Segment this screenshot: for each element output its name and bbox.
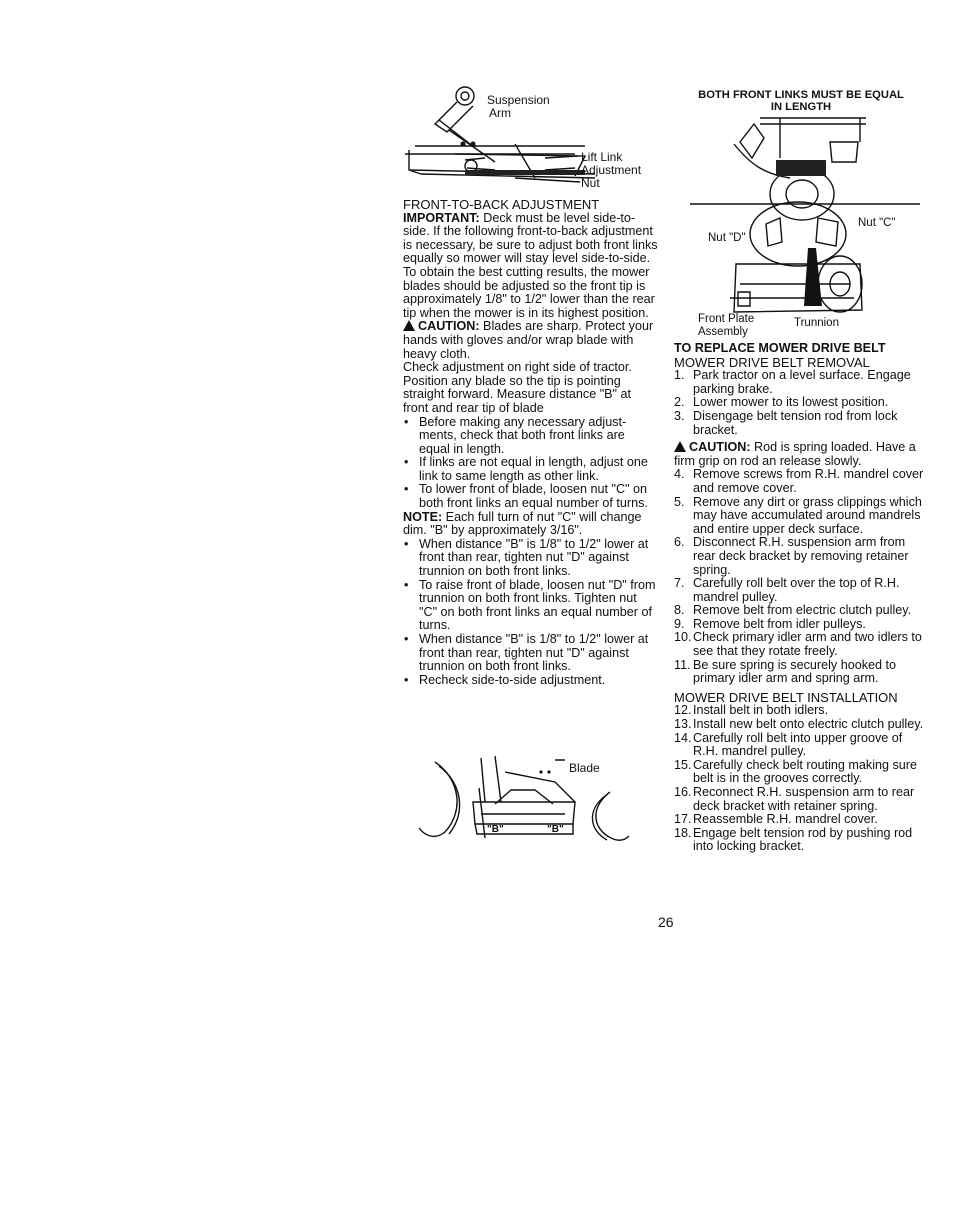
suspension-arm-figure — [395, 84, 660, 196]
left-column — [403, 198, 658, 687]
lift-link-label: Lift Link Adjustment Nut — [581, 150, 642, 190]
list-item: • When distance "B" is 1/8" to 1/2" lower at front than rear, tighten nut "D" against trunnion on both front links. — [403, 633, 658, 674]
distance-b-front-label: "B" — [487, 824, 504, 835]
right-column — [674, 342, 924, 854]
trunnion-label: Trunnion — [794, 317, 839, 329]
list-item: • If links are not equal in length, adjust one link to same length as other link. — [403, 456, 658, 483]
removal-steps-b — [674, 468, 924, 686]
check-adjustment-paragraph: Check adjustment on right side of tractor. Position any blade so the tip is pointing straight forward. Measure distance "B" at front and rear tip of blade — [403, 360, 632, 415]
list-item: • To raise front of blade, loosen nut "D" from trunnion on both front links. Tighten nut "C" on both front links an equal number of turns. — [403, 579, 658, 633]
list-item: 15. Carefully check belt routing making sure belt is in the grooves correctly. — [674, 757, 917, 786]
nut-d-label: Nut "D" — [708, 232, 746, 244]
list-item: 5. Remove any dirt or grass clippings which may have accumulated around mandrels and entire upper deck surface. — [674, 494, 922, 536]
list-item: 9. Remove belt from idler pulleys. — [674, 616, 866, 631]
distance-b-rear-label: "B" — [547, 824, 564, 835]
front-links-figure — [690, 114, 920, 340]
list-item: 2. Lower mower to its lowest position. — [674, 395, 889, 410]
list-item: • Before making any necessary adjust-ments, check that both front links are equal in length. — [403, 416, 658, 457]
front-to-back-heading: FRONT-TO-BACK ADJUSTMENT — [403, 197, 600, 212]
caution-paragraph: CAUTION: Blades are sharp. Protect your hands with gloves and/or wrap blade with heavy cloth. — [403, 319, 654, 361]
note-paragraph: NOTE: Each full turn of nut "C" will change dim. "B" by approximately 3/16". — [403, 509, 642, 538]
belt-installation-heading: MOWER DRIVE BELT INSTALLATION — [674, 689, 898, 705]
page-number: 26 — [658, 914, 674, 930]
list-item: 6. Disconnect R.H. suspension arm from rear deck bracket by removing retainer spring. — [674, 535, 909, 577]
warning-triangle-icon — [674, 441, 686, 452]
nut-c-label: Nut "C" — [858, 217, 896, 229]
replace-belt-heading: TO REPLACE MOWER DRIVE BELT — [674, 341, 886, 355]
list-item: 12. Install belt in both idlers. — [674, 703, 829, 718]
list-item: 13. Install new belt onto electric clutch pulley. — [674, 717, 924, 732]
blade-label: Blade — [569, 761, 600, 775]
list-item: 16. Reconnect R.H. suspension arm to rear deck bracket with retainer spring. — [674, 785, 915, 813]
front-links-figure-title: BOTH FRONT LINKS MUST BE EQUAL IN LENGTH — [698, 89, 904, 113]
list-item: 4. Remove screws from R.H. mandrel cover and remove cover. — [674, 467, 924, 495]
list-item: 7. Carefully roll belt over the top of R.H. mandrel pulley. — [674, 576, 900, 604]
list-item: 8. Remove belt from electric clutch pulley. — [674, 603, 912, 618]
list-item: • Recheck side-to-side adjustment. — [403, 674, 658, 688]
blade-measurement-figure — [415, 752, 630, 844]
installation-steps — [674, 704, 924, 854]
list-item: 11. Be sure spring is securely hooked to primary idler arm and spring arm. — [674, 657, 897, 686]
list-item: 14. Carefully roll belt into upper groove of R.H. mandrel pulley. — [674, 730, 903, 759]
list-item: • When distance "B" is 1/8" to 1/2" lower at front than rear, tighten nut "D" against trunnion on both front links. — [403, 538, 658, 579]
list-item: • To lower front of blade, loosen nut "C" on both front links an equal number of turns. — [403, 483, 658, 510]
removal-steps-a — [674, 369, 924, 437]
important-paragraph: IMPORTANT: Deck must be level side-to-side. If the following front-to-back adjustment is necessary, be sure to adjust both front links equally so mower will stay level side-to-side. — [403, 210, 658, 266]
list-item: 17. Reassemble R.H. mandrel cover. — [674, 812, 878, 827]
belt-removal-heading: MOWER DRIVE BELT REMOVAL — [674, 354, 870, 370]
list-item: 10. Check primary idler arm and two idlers to see that they rotate freely. — [674, 630, 922, 659]
rod-caution-paragraph: CAUTION: Rod is spring loaded. Have a firm grip on rod an release slowly. — [674, 440, 916, 468]
front-plate-label: Front Plate Assembly — [698, 313, 755, 338]
list-item: 18. Engage belt tension rod by pushing rod into locking bracket. — [674, 825, 913, 854]
list-item: 3. Disengage belt tension rod from lock bracket. — [674, 408, 898, 437]
suspension-arm-label: Suspension Arm — [487, 93, 550, 120]
list-item: 1. Park tractor on a level surface. Engage parking brake. — [674, 368, 911, 396]
best-results-paragraph: To obtain the best cutting results, the mower blades should be adjusted so the front tip is approximately 1/8" to 1/2" lower than the rear tip when the mower is in its highest position. — [403, 264, 655, 320]
warning-triangle-icon — [403, 320, 415, 331]
